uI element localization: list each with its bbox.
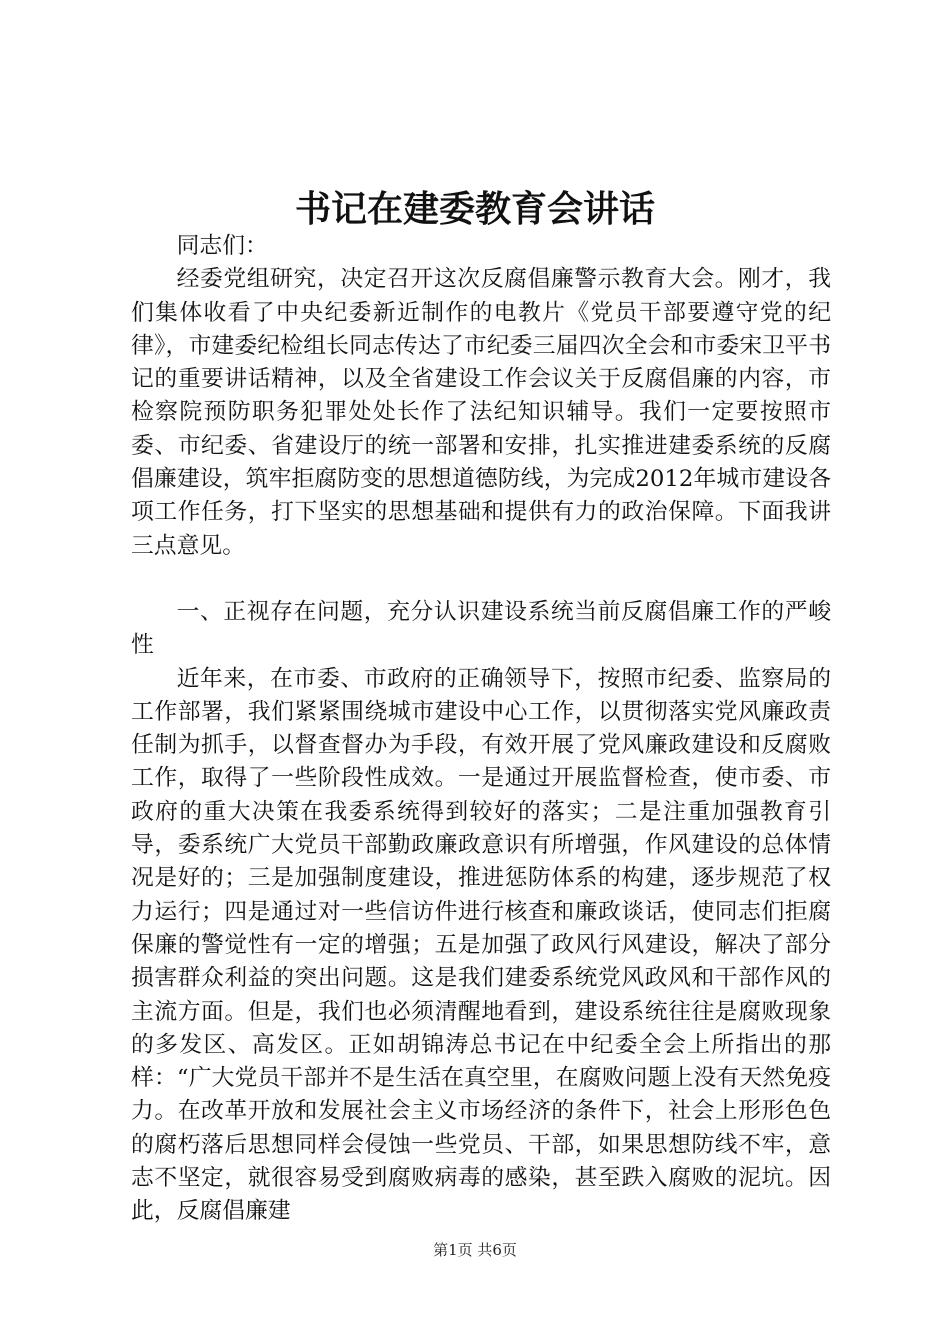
section-heading: 一、正视存在问题，充分认识建设系统当前反腐倡廉工作的严峻性 — [131, 598, 831, 659]
paragraph-intro: 经委党组研究，决定召开这次反腐倡廉警示教育大会。刚才，我们集体收看了中央纪委新近制作的电教片《党员干部要遵守党的纪律》，市建委纪检组长同志传达了市纪委三届四次全会和市委宋卫平书记的重要讲话精神，以及全省建设工作会议关于反腐倡廉的内容，市检察院预防职务犯罪处处长作了法纪知识辅导。我们一定要按照市委、市纪委、省建设厅的统一部署和安排，扎实推进建委系统的反腐倡廉建设，筑牢拒腐防变的思想道德防线，为完成2012年城市建设各项工作任务，打下坚实的思想基础和提供有力的政治保障。下面我讲三点意见。 — [131, 266, 831, 559]
paragraph-section-1: 近年来，在市委、市政府的正确领导下，按照市纪委、监察局的工作部署，我们紧紧围绕城市建设中心工作，以贯彻落实党风廉政责任制为抓手，以督查督办为手段，有效开展了党风廉政建设和反腐败工作，取得了一些阶段性成效。一是通过开展监督检查，使市委、市政府的重大决策在我委系统得到较好的落实；二是注重加强教育引导，委系统广大党员干部勤政廉政意识有所增强，作风建设的总体情况是好的；三是加强制度建设，推进惩防体系的构建，逐步规范了权力运行；四是通过对一些信访件进行核查和廉政谈话，使同志们拒腐保廉的警觉性有一定的增强；五是加强了政风行风建设，解决了部分损害群众利益的突出问题。这是我们建委系统党风政风和干部作风的主流方面。但是，我们也必须清醒地看到，建设系统往往是腐败现象的多发区、高发区。正如胡锦涛总书记在中纪委全会上所指出的那样：“广大党员干部并不是生活在真空里，在腐败问题上没有天然免疫力。在改革开放和发展社会主义市场经济的条件下，社会上形形色色的腐朽落后思想同样会侵蚀一些党员、干部，如果思想防线不牢，意志不坚定，就很容易受到腐败病毒的感染，甚至跌入腐败的泥坑。因此，反腐倡廉建 — [131, 665, 831, 1225]
document-body — [131, 230, 831, 1229]
document-title: 书记在建委教育会讲话 — [294, 188, 655, 230]
salutation: 同志们： — [176, 233, 268, 259]
paragraph-gap — [131, 563, 831, 596]
page-footer: 第1页 共6页 — [433, 1241, 517, 1259]
